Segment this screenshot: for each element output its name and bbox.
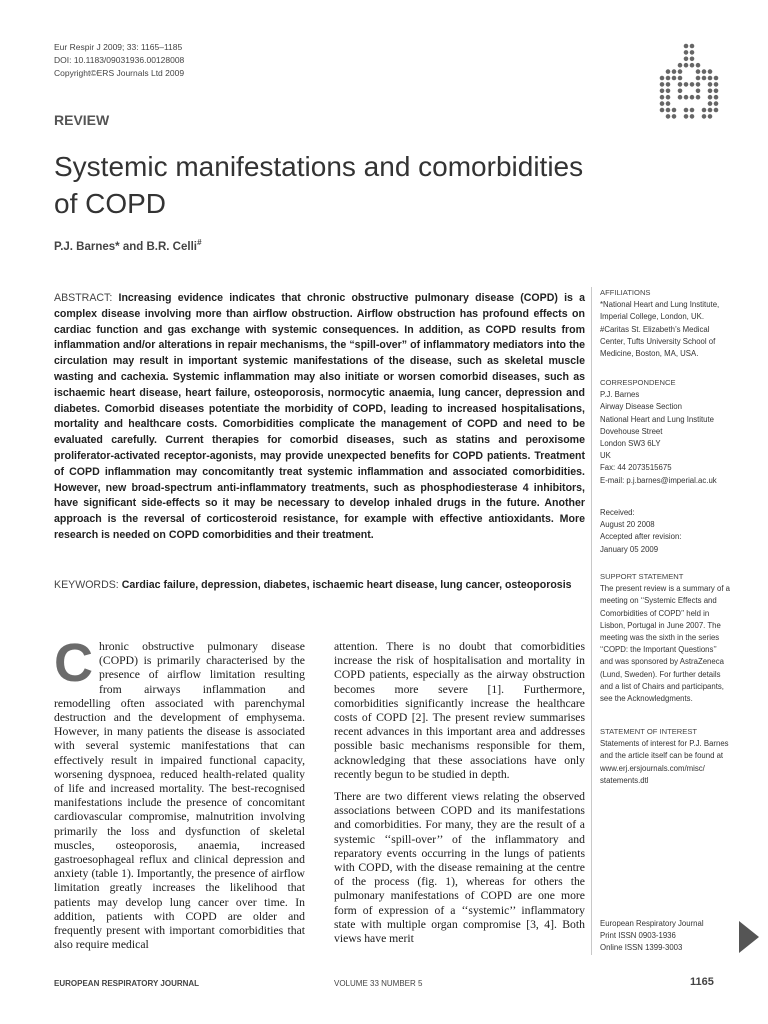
- correspondence-line: P.J. Barnes: [600, 390, 640, 400]
- author-names: P.J. Barnes* and B.R. Celli: [54, 240, 197, 253]
- affiliation-line: #Caritas St. Elizabeth’s Medical: [600, 324, 710, 334]
- logo-dot: [696, 63, 701, 68]
- logo-dot: [684, 114, 689, 119]
- logo-dot: [672, 76, 677, 81]
- keywords-label: KEYWORDS:: [54, 579, 119, 591]
- logo-dot: [714, 108, 719, 113]
- affiliation-line: Imperial College, London, UK.: [600, 312, 705, 322]
- support-line: meeting on ‘‘Systemic Effects and: [600, 596, 717, 606]
- logo-dot: [690, 95, 695, 100]
- logo-dot: [696, 82, 701, 87]
- logo-dot: [702, 69, 707, 74]
- correspondence-line: London SW3 6LY: [600, 439, 661, 449]
- correspondence-line: National Heart and Lung Institute: [600, 414, 714, 424]
- logo-dot: [690, 44, 695, 49]
- logo-dot: [690, 50, 695, 55]
- body-text: hronic obstructive pulmonary disease (COPD) is primarily characterised by the presence of airflow limitation resulting from airways inflammation and remodelling often associated with parenchymal destruction and the development of emphysema. However, in many patients the disease is associated with several systemic manifestations that can effectively result in impaired functional capacity, worsening dyspnoea, reduced health-related quality of life and increased mortality. The best-recognised manifestations include the presence of concomitant cardiovascular compromise, malnutrition involving primarily the loss and dysfunction of skeletal muscles, osteoporosis, anaemia, increased gastroesophageal reflux and clinical depression and anxiety (table 1). Importantly, the presence of airflow limitation greatly increases the likelihood that patients may develop lung cancer over time. In addition, patients with COPD are older and frequently present with important comorbidities that also require medical: [54, 640, 305, 952]
- logo-dot: [690, 82, 695, 87]
- logo-dot: [708, 114, 713, 119]
- correspondence-line: UK: [600, 451, 611, 461]
- date-line: Accepted after revision:: [600, 532, 682, 542]
- logo-dot: [684, 95, 689, 100]
- body-paragraph: attention. There is no doubt that comorbidities increase the risk of hospitalisation and mortality in COPD patients, especially as the airway obstruction becomes more severe [1]. Furthermore, comorbidities significantly increase the healthcare costs of COPD [2]. The present review summarises recent advances in this important area and addresses possible basic mechanisms responsible for them, acknowledging that these associations have only recently begun to be studied in depth.: [334, 640, 585, 781]
- correspondence-heading: CORRESPONDENCE: [600, 378, 676, 387]
- correspondence-line: Airway Disease Section: [600, 402, 682, 412]
- logo-dot: [666, 76, 671, 81]
- support-line: Comorbidities of COPD’’ held in: [600, 608, 710, 618]
- support-line: and was sponsored by AstraZeneca: [600, 657, 724, 667]
- logo-dot: [708, 89, 713, 94]
- logo-dot: [678, 89, 683, 94]
- abstract-text: Increasing evidence indicates that chronic obstructive pulmonary disease (COPD) is a complex disease involving more than airflow obstruction. Airflow obstruction has profound effects on cardiac function and gas exchange with systemic consequences. In addition, as COPD results from inflammation and/or alterations in repair mechanisms, the “spill-over” of inflammatory mediators into the circulation may result in important systemic manifestations of the disease, such as skeletal muscle wasting and cachexia. Systemic inflammation may also initiate or worsen comorbid diseases, such as ischaemic heart disease, heart failure, osteoporosis, normocytic anaemia, lung cancer, depression and diabetes. Comorbid diseases potentiate the morbidity of COPD, leading to increased hospitalisations, mortality and healthcare costs. Comorbidities complicate the management of COPD and need to be evaluated carefully. Current therapies for comorbid diseases, such as statins and peroxisome proliferator-activated receptor-agonists, may provide unexpected benefits for COPD patients. Treatment of COPD inflammation may concomitantly treat systemic inflammation and associated comorbidities. However, new broad-spectrum anti-inflammatory treatments, such as phosphodiesterase 4 inhibitors, have significant side-effects so it may be necessary to develop inhaled drugs in the future. Another approach is the reversal of corticosteroid resistance, for example with effective antioxidants. More research is needed on COPD comorbidities and their treatment.: [54, 292, 586, 541]
- logo-dot: [702, 114, 707, 119]
- next-page-arrow-icon[interactable]: [739, 921, 759, 953]
- logo-dot: [708, 76, 713, 81]
- logo-dot: [684, 50, 689, 55]
- logo-dot: [708, 108, 713, 113]
- logo-dot: [690, 63, 695, 68]
- abstract: [54, 291, 585, 544]
- logo-dot: [684, 44, 689, 49]
- logo-dot: [702, 108, 707, 113]
- support-line: The present review is a summary of a: [600, 584, 730, 594]
- date-line: August 20 2008: [600, 520, 655, 530]
- logo-dot: [696, 69, 701, 74]
- abstract-label: ABSTRACT:: [54, 292, 113, 304]
- affiliation-line: Center, Tufts University School of: [600, 336, 716, 346]
- logo-dot: [690, 108, 695, 113]
- dates-block: [600, 507, 760, 556]
- logo-dot: [714, 101, 719, 106]
- journal-line: Online ISSN 1399-3003: [600, 943, 683, 953]
- support-line: see the Acknowledgments.: [600, 694, 693, 704]
- interest-line: Statements of interest for P.J. Barnes: [600, 739, 729, 749]
- date-line: January 05 2009: [600, 544, 659, 554]
- logo-dot: [678, 69, 683, 74]
- logo-dot: [696, 76, 701, 81]
- correspondence-line: Dovehouse Street: [600, 426, 663, 436]
- logo-dot: [660, 108, 665, 113]
- logo-dot: [660, 76, 665, 81]
- logo-dot: [714, 76, 719, 81]
- logo-dot: [684, 63, 689, 68]
- logo-dot: [660, 89, 665, 94]
- journal-line: European Respiratory Journal: [600, 919, 704, 928]
- body-paragraph: There are two different views relating the observed associations between COPD and its manifestations and comorbidities. For many, they are the result of a systemic ‘‘spill-over’’ of the inflammatory and reparatory events occurring in the lungs of patients with COPD, with the disease remaining at the centre of the process (fig. 1), whereas for others the pulmonary manifestations of COPD are one more form of expression of a ‘‘systemic’’ inflammatory state with multiple organ compromise [3, 4]. Both views have merit: [334, 790, 585, 946]
- logo-dot: [684, 57, 689, 62]
- keywords: [54, 578, 585, 594]
- logo-dot: [678, 82, 683, 87]
- keywords-text: Cardiac failure, depression, diabetes, ischaemic heart disease, lung cancer, osteoporosis: [121, 579, 572, 591]
- logo-dot: [696, 95, 701, 100]
- logo-dot: [708, 69, 713, 74]
- page-number: 1165: [690, 976, 714, 988]
- support-line: Lisbon, Portugal in June 2007. The: [600, 620, 721, 630]
- support-line: and a list of Chairs and participants,: [600, 681, 724, 691]
- logo-dot: [666, 69, 671, 74]
- logo-dot: [714, 95, 719, 100]
- affiliation-line: Medicine, Boston, MA, USA.: [600, 349, 699, 359]
- logo-dot: [684, 82, 689, 87]
- support-line: ‘‘COPD: the Important Questions’’: [600, 645, 717, 655]
- journal-line: Print ISSN 0903-1936: [600, 931, 676, 941]
- interest-statement-block: [600, 726, 760, 787]
- body-column-2: [334, 640, 585, 946]
- body-paragraph: [54, 633, 305, 952]
- logo-dot: [660, 101, 665, 106]
- date-line: Received:: [600, 508, 635, 517]
- authors: [54, 238, 201, 253]
- citation-line: Eur Respir J 2009; 33: 1165–1185: [54, 42, 183, 52]
- affiliations-block: [600, 287, 760, 360]
- logo-dot: [702, 76, 707, 81]
- doi-line: DOI: 10.1183/09031936.00128008: [54, 55, 185, 65]
- logo-dot: [708, 82, 713, 87]
- footer-volume: VOLUME 33 NUMBER 5: [334, 979, 423, 988]
- interest-link[interactable]: statements.dtl: [600, 775, 649, 785]
- support-line: meeting was the sixth in the series: [600, 633, 720, 643]
- logo-dot: [690, 114, 695, 119]
- correspondence-block: [600, 377, 760, 487]
- interest-link[interactable]: www.erj.ersjournals.com/misc/: [600, 763, 705, 773]
- logo-dot: [714, 89, 719, 94]
- copyright-line: Copyright©ERS Journals Ltd 2009: [54, 68, 185, 78]
- logo-dot: [672, 108, 677, 113]
- logo-dot: [684, 108, 689, 113]
- support-heading: SUPPORT STATEMENT: [600, 572, 684, 581]
- logo-dot: [696, 89, 701, 94]
- logo-dot: [666, 101, 671, 106]
- logo-dot: [666, 82, 671, 87]
- logo-dot: [714, 82, 719, 87]
- article-title: Systemic manifestations and comorbidities of COPD: [54, 151, 584, 219]
- logo-dot: [666, 114, 671, 119]
- logo-dot: [708, 101, 713, 106]
- logo-dot: [708, 95, 713, 100]
- logo-dot: [690, 57, 695, 62]
- affiliation-line: *National Heart and Lung Institute,: [600, 300, 720, 310]
- support-line: (Lund, Sweden). For further details: [600, 669, 721, 679]
- support-statement-block: [600, 571, 760, 705]
- logo-dot: [672, 69, 677, 74]
- logo-dot: [666, 108, 671, 113]
- interest-line: and the article itself can be found at: [600, 751, 724, 761]
- correspondence-line: Fax: 44 2073515675: [600, 463, 672, 473]
- logo-dot: [660, 95, 665, 100]
- logo-dot: [666, 95, 671, 100]
- email-line: E-mail: p.j.barnes@imperial.ac.uk: [600, 475, 717, 485]
- journal-info-block: [600, 918, 760, 955]
- body-column-1: [54, 633, 305, 952]
- logo-dot: [672, 114, 677, 119]
- affiliations-heading: AFFILIATIONS: [600, 288, 651, 297]
- section-label: REVIEW: [54, 112, 110, 128]
- logo-dot: [678, 63, 683, 68]
- ers-logo-icon: [658, 42, 720, 120]
- sidebar-divider: [591, 287, 592, 955]
- footer-journal: EUROPEAN RESPIRATORY JOURNAL: [54, 979, 200, 988]
- drop-cap: C: [54, 633, 93, 693]
- citation-block: [54, 41, 184, 80]
- author-marker: #: [196, 238, 202, 247]
- interest-heading: STATEMENT OF INTEREST: [600, 727, 698, 736]
- logo-dot: [678, 95, 683, 100]
- logo-dot: [660, 82, 665, 87]
- logo-dot: [666, 89, 671, 94]
- logo-dot: [678, 76, 683, 81]
